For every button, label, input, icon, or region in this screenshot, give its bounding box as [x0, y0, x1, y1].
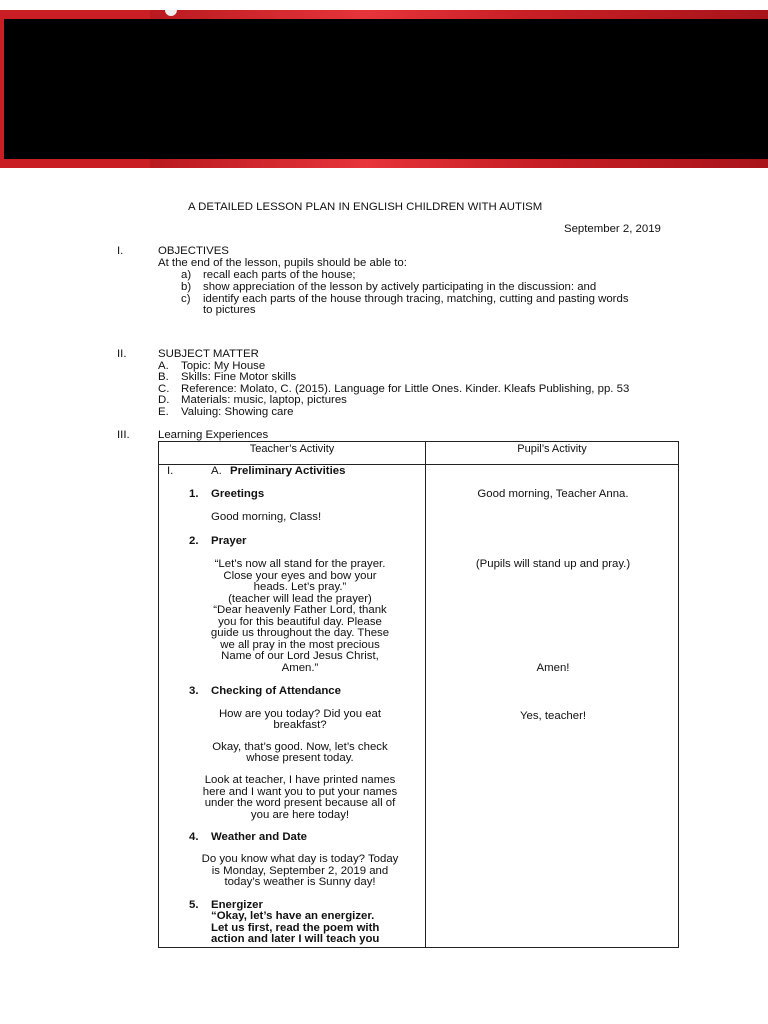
- teacher-activity-header: Teacher’s Activity: [159, 442, 426, 465]
- list-marker: C.: [158, 383, 170, 395]
- pupil-line: (Pupils will stand up and pray.): [475, 558, 631, 570]
- step-number: 2.: [189, 535, 199, 547]
- list-item: show appreciation of the lesson by actively participating in the discussion: and: [203, 281, 597, 293]
- teacher-activity-cell: [159, 465, 426, 948]
- section-heading: Learning Experiences: [158, 429, 269, 441]
- teacher-line: here and I want you to put your names: [202, 786, 398, 798]
- step-heading: Greetings: [211, 488, 265, 500]
- list-marker: A.: [158, 360, 169, 372]
- teacher-line: Close your eyes and bow your: [223, 570, 377, 582]
- teacher-line: Okay, that’s good. Now, let’s check: [212, 741, 388, 753]
- list-marker: a): [181, 269, 192, 281]
- subsection-heading: Preliminary Activities: [230, 465, 346, 477]
- teacher-line: under the word present because all of: [204, 797, 396, 809]
- step-heading: Weather and Date: [211, 831, 308, 843]
- list-item: recall each parts of the house;: [203, 269, 356, 281]
- teacher-line: is Monday, September 2, 2019 and: [211, 865, 389, 877]
- teacher-line: “Let’s now all stand for the prayer.: [214, 558, 386, 570]
- teacher-line: Do you know what day is today? Today: [201, 853, 399, 865]
- list-item: Valuing: Showing care: [181, 406, 294, 418]
- teacher-line: guide us throughout the day. These: [210, 627, 390, 639]
- teacher-line: you for this beautiful day. Please: [218, 616, 382, 628]
- teacher-line: “Dear heavenly Father Lord, thank: [213, 604, 387, 616]
- step-number: 3.: [189, 685, 199, 697]
- section-number: II.: [117, 348, 127, 360]
- list-marker: c): [181, 293, 191, 305]
- section-number: I.: [117, 245, 124, 257]
- teacher-line: Look at teacher, I have printed names: [204, 774, 396, 786]
- pupil-line: Yes, teacher!: [519, 710, 587, 722]
- step-number: 1.: [189, 488, 199, 500]
- teacher-line: Amen.”: [281, 662, 319, 674]
- section-heading: OBJECTIVES: [158, 245, 229, 257]
- step-heading: Checking of Attendance: [211, 685, 341, 697]
- teacher-line: “Okay, let’s have an energizer.: [211, 910, 375, 922]
- step-heading: Energizer: [211, 899, 263, 911]
- teacher-line: you are here today!: [250, 809, 350, 821]
- teacher-line: Let us first, read the poem with: [211, 922, 380, 934]
- step-number: 5.: [189, 899, 199, 911]
- section-number: III.: [117, 429, 130, 441]
- teacher-line: whose present today.: [246, 752, 354, 764]
- objectives-intro: At the end of the lesson, pupils should be able to:: [158, 257, 407, 269]
- table-row: [159, 465, 679, 948]
- section-heading: SUBJECT MATTER: [158, 348, 259, 360]
- teacher-line: Good morning, Class!: [211, 511, 322, 523]
- list-item: Reference: Molato, C. (2015). Language for Little Ones. Kinder. Kleafs Publishing, pp. 53: [181, 383, 630, 395]
- table-header-row: [159, 442, 679, 465]
- sub-marker: A.: [211, 465, 222, 477]
- list-marker: B.: [158, 371, 169, 383]
- teacher-line: action and later I will teach you: [211, 933, 380, 945]
- pupil-line: Amen!: [536, 662, 570, 674]
- list-item: identify each parts of the house through tracing, matching, cutting and pasting words: [203, 293, 629, 305]
- pupil-activity-cell: [426, 465, 679, 948]
- header-banner: [0, 0, 768, 170]
- teacher-line: Name of our Lord Jesus Christ,: [221, 650, 379, 662]
- teacher-line: How are you today? Did you eat: [218, 708, 382, 720]
- roman-numeral: I.: [167, 465, 174, 477]
- list-item: Topic: My House: [181, 360, 266, 372]
- step-heading: Prayer: [211, 535, 247, 547]
- teacher-line: today’s weather is Sunny day!: [224, 876, 376, 888]
- teacher-line: (teacher will lead the prayer): [228, 593, 372, 605]
- list-item: Materials: music, laptop, pictures: [181, 394, 347, 406]
- list-marker: E.: [158, 406, 169, 418]
- document-title: A DETAILED LESSON PLAN IN ENGLISH CHILDREN WITH AUTISM: [188, 201, 543, 213]
- teacher-line: heads. Let’s pray.”: [253, 581, 347, 593]
- pupil-line: Good morning, Teacher Anna.: [477, 488, 629, 500]
- document-date: September 2, 2019: [564, 223, 661, 235]
- teacher-line: breakfast?: [273, 719, 327, 731]
- list-item: Skills: Fine Motor skills: [181, 371, 297, 383]
- learning-experiences-table: [158, 441, 679, 948]
- list-item: to pictures: [203, 304, 256, 316]
- pupil-activity-header: Pupil’s Activity: [426, 442, 679, 465]
- list-marker: D.: [158, 394, 170, 406]
- step-number: 4.: [189, 831, 199, 843]
- list-marker: b): [181, 281, 192, 293]
- header-redaction-block: [4, 19, 768, 159]
- teacher-line: we all pray in the most precious: [220, 639, 380, 651]
